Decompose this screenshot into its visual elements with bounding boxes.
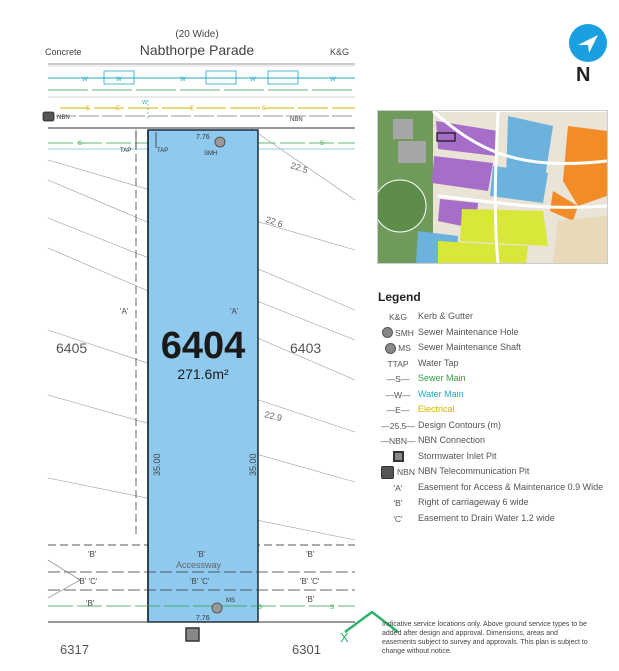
legend-item-nbn-connection [378, 434, 614, 450]
street-name: Nabthorpe Parade [139, 42, 255, 58]
legend-item-easement-b [378, 496, 614, 512]
legend-label: Sewer Maintenance Shaft [418, 342, 522, 352]
neighbor-right: 6403 [290, 340, 322, 356]
legend-symbol: —S— [386, 374, 410, 384]
nbn-connection-label: NBN [290, 117, 303, 123]
frontage-bottom: 7.76 [196, 615, 210, 622]
legend-item-easement-c [378, 512, 614, 528]
street-width-note: (20 Wide) [175, 29, 219, 40]
water-main-mark: W [180, 77, 186, 83]
depth-right: 35.00 [248, 453, 258, 476]
legend-title: Legend [378, 290, 421, 304]
water-main-mark: W [330, 77, 336, 83]
water-main-mark: W [250, 77, 256, 83]
watermark-letter: X [340, 630, 349, 645]
legend-label: Easement for Access & Maintenance 0.9 Wide [418, 481, 604, 492]
contour-label: 22.9 [263, 409, 283, 424]
nbn-pit-label: NBN [57, 115, 70, 121]
easement-bc-mark: 'B' 'C' [190, 577, 210, 586]
easement-bc-mark: 'B' 'C' [300, 577, 320, 586]
legend-symbol: —W— [385, 389, 411, 400]
compass-icon [569, 24, 607, 62]
legend-item-easement-a [378, 481, 614, 497]
legend-symbol: K&G [389, 312, 407, 322]
depth-left: 35.00 [152, 453, 162, 476]
legend-item-tap [378, 357, 614, 373]
stormwater-inlet-pit-icon [186, 628, 199, 641]
electrical-mark: E [190, 106, 195, 112]
water-main-mark: W [82, 77, 88, 83]
electrical-mark: E [116, 106, 121, 112]
neighbor-bottom-right: 6301 [292, 642, 321, 657]
lot-area: 271.6m² [177, 366, 229, 382]
inlet-pit-icon [393, 451, 404, 462]
legend-item-sewer [378, 372, 614, 388]
neighbor-bottom-left: 6317 [60, 642, 89, 657]
legend-symbol: TAP [392, 358, 409, 369]
easement-b-mark: 'B' [86, 599, 95, 608]
ms-label: MS [226, 598, 235, 604]
electrical-mark: E [86, 106, 91, 112]
easement-b-mark: 'B' [197, 550, 206, 559]
legend-item-smh [378, 326, 614, 342]
legend-label: Water Main [418, 388, 464, 399]
sewer-mark: S [78, 141, 83, 147]
legend-label: Easement to Drain Water 1.2 wide [418, 512, 555, 523]
water-main-mark: W [116, 77, 122, 83]
legend-label: Kerb & Gutter [418, 311, 474, 321]
easement-a-mark: 'A' [230, 307, 239, 316]
smh-label: SMH [204, 151, 218, 157]
tap-label: TAP [157, 148, 169, 154]
legend-symbol: 'A' [393, 482, 403, 493]
legend-symbol: —E— [386, 405, 410, 415]
legend-label: Sewer Maintenance Hole [418, 326, 519, 337]
legend-item-inlet-pit [378, 450, 614, 466]
easement-b-mark: 'B' [306, 595, 315, 604]
legend-item-electrical [378, 403, 614, 419]
disclaimer-text: Indicative service locations only. Above ground service types to be added after design and approval. Dimensions, areas and easements subject to survey and approvals. This plan is subject to change without notice. [382, 621, 588, 655]
legend-label: Water Tap [418, 357, 459, 368]
neighbor-left: 6405 [56, 340, 88, 356]
sewer-mark: S [258, 605, 263, 611]
frontage-top: 7.76 [196, 134, 210, 141]
legend-symbol: —NBN— [380, 436, 416, 446]
sewer-shaft-icon [385, 343, 396, 354]
easement-bc-mark: 'B' 'C' [78, 577, 98, 586]
legend-item-water [378, 388, 614, 404]
legend-label: NBN Telecommunication Pit [418, 466, 530, 476]
tap-icon: T [387, 358, 393, 369]
legend-symbol: —25.5— [381, 420, 415, 431]
lot-number: 6404 [160, 325, 246, 367]
legend-item-ms [378, 341, 614, 357]
contour-label: 22.5 [289, 160, 310, 176]
sewer-hole-icon [382, 327, 393, 338]
legend-label: Design Contours (m) [418, 419, 502, 430]
street-left-label: Concrete [45, 47, 82, 57]
legend [378, 290, 614, 527]
nbn-pit-icon [43, 112, 54, 121]
legend-item-contours [378, 419, 614, 435]
legend-label: Electrical [418, 404, 455, 414]
contour-label: 22.6 [264, 214, 285, 230]
tap-label: TAP [120, 148, 132, 154]
north-label: N [576, 64, 591, 86]
sewer-maintenance-shaft-icon [212, 603, 222, 613]
legend-symbol: 'C' [393, 513, 403, 524]
electrical-mark: E [262, 106, 267, 112]
easement-b-mark: 'B' [306, 550, 315, 559]
easement-b-mark: 'B' [88, 550, 97, 559]
nbn-pit-icon [381, 466, 394, 479]
legend-label: Sewer Main [418, 373, 466, 383]
sewer-mark: S [320, 141, 325, 147]
street-right-label: K&G [330, 47, 350, 57]
legend-label: NBN Connection [418, 435, 486, 445]
sewer-mark: S [330, 605, 335, 611]
legend-label: Stormwater Inlet Pit [418, 450, 497, 461]
accessway-label: Accessway [176, 560, 222, 570]
legend-label: Right of carriageway 6 wide [418, 497, 529, 507]
legend-symbol: MS [398, 343, 411, 353]
water-mark: W [142, 100, 148, 106]
sewer-maintenance-hole-icon [215, 137, 225, 147]
locality-map [377, 110, 608, 264]
easement-a-mark: 'A' [120, 307, 129, 316]
legend-symbol: 'B' [393, 498, 403, 508]
legend-symbol: NBN [397, 467, 415, 477]
legend-item-nbn-pit [378, 465, 614, 481]
legend-symbol: SMH [395, 327, 414, 338]
legend-item-kerb [378, 310, 614, 326]
